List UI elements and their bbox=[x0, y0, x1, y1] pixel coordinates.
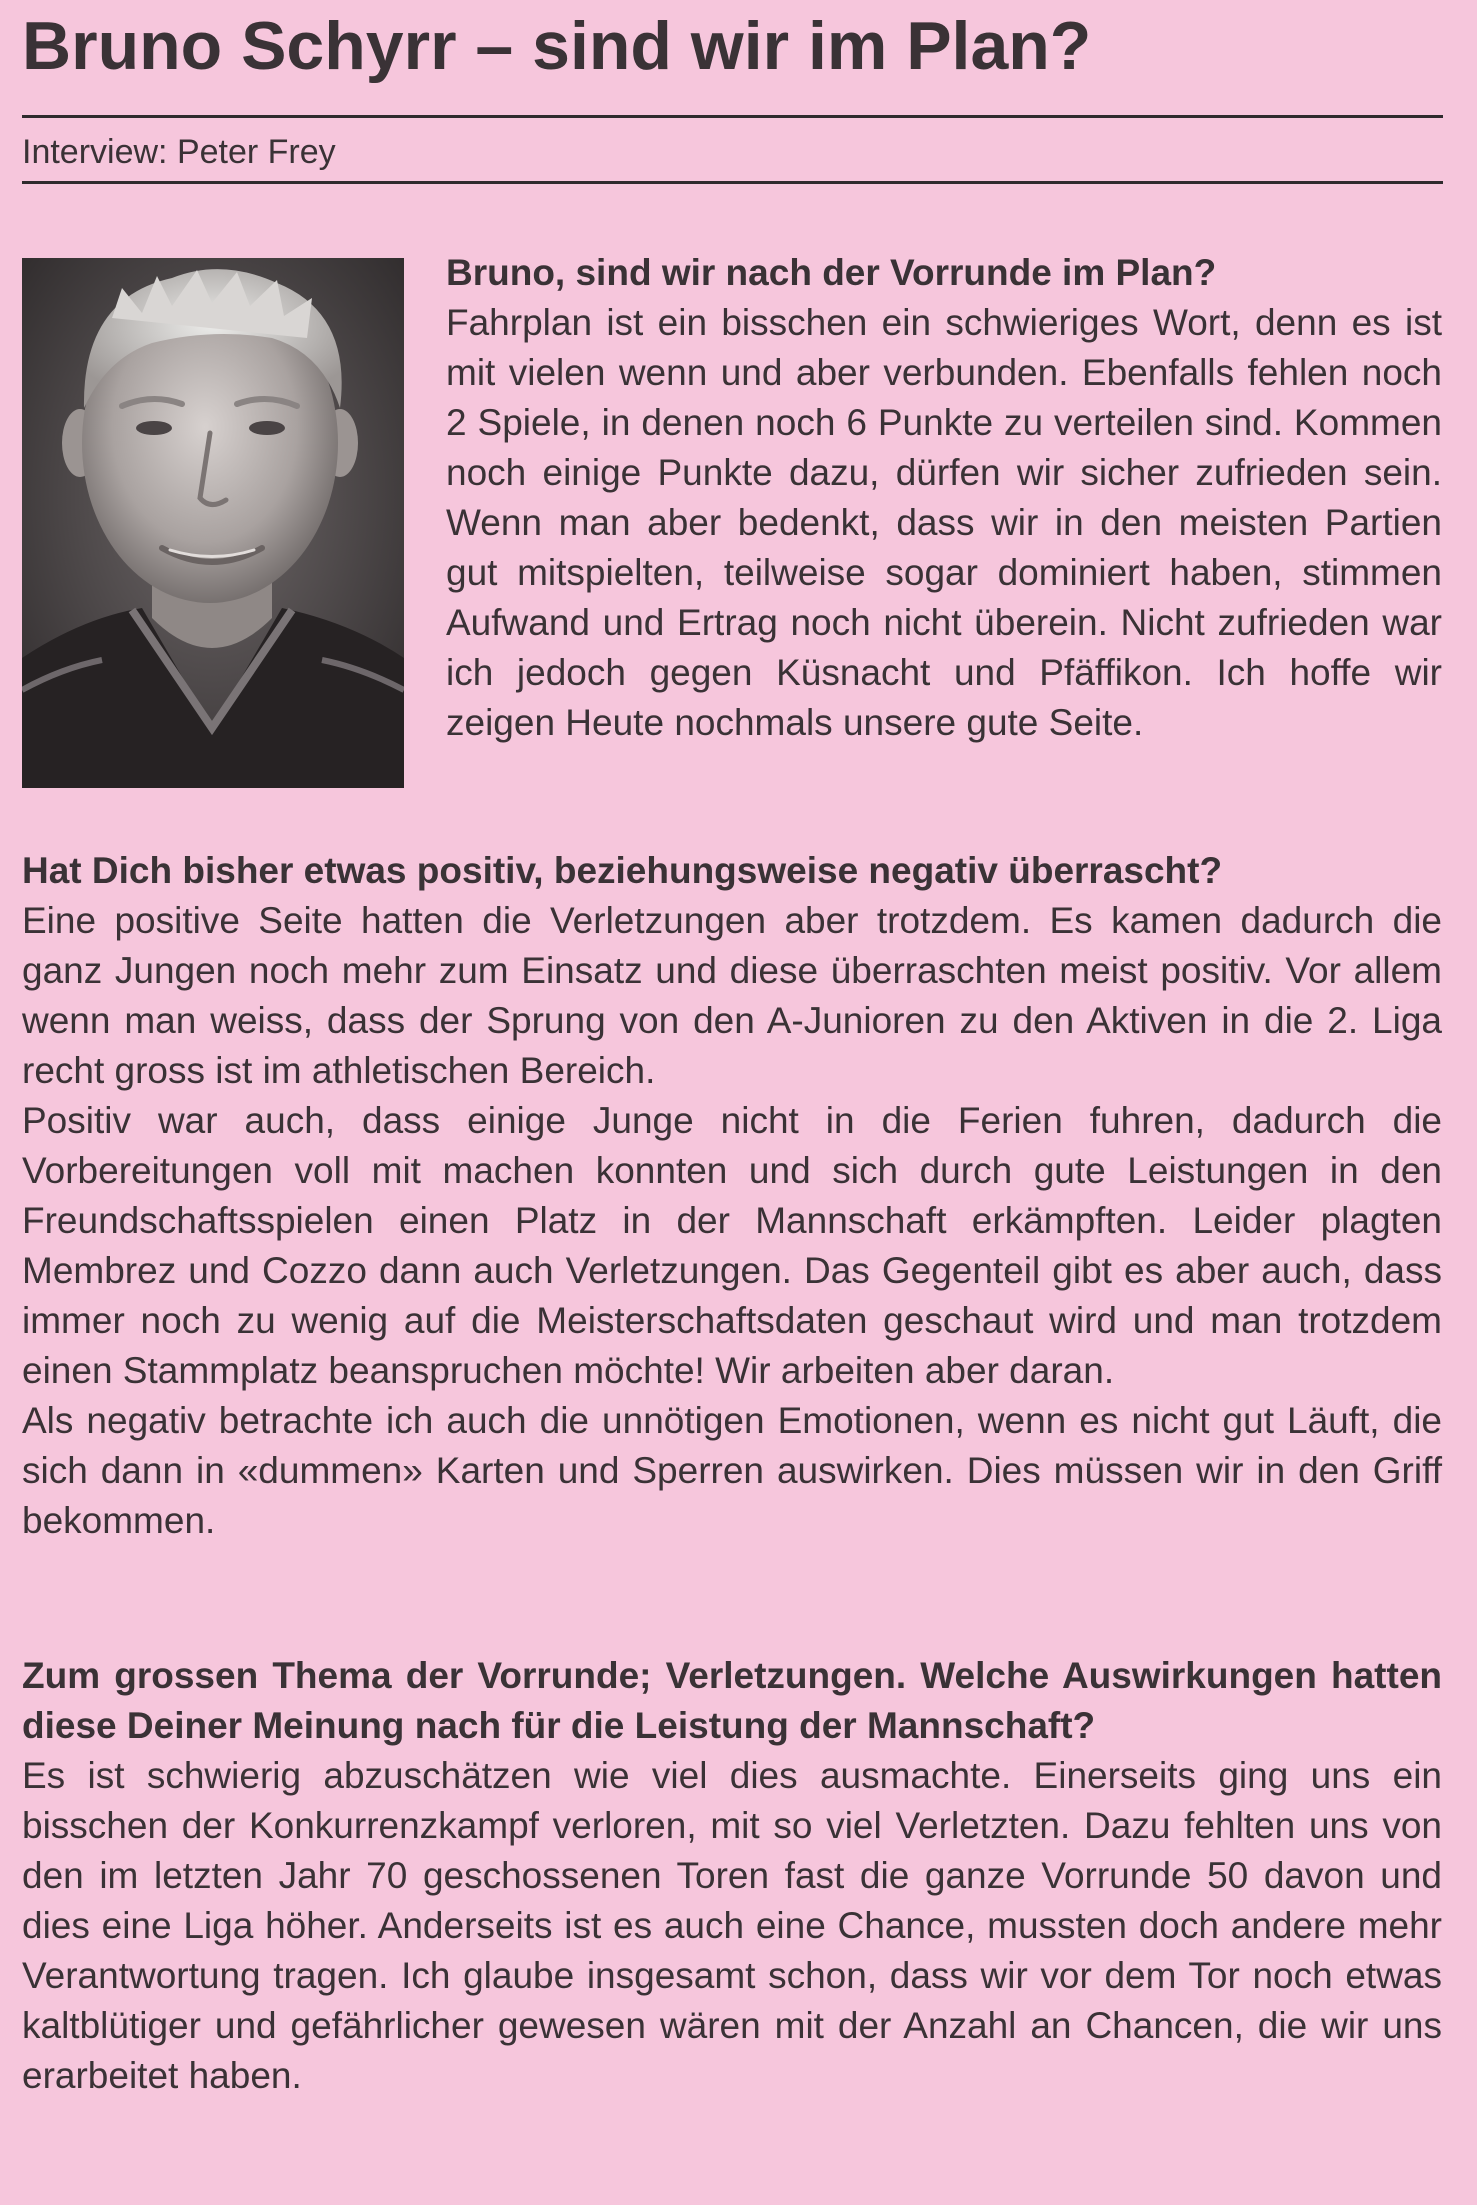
article-byline: Interview: Peter Frey bbox=[22, 133, 336, 171]
answer-2-paragraph-2: Positiv war auch, dass einige Junge nicht in die Ferien fuhren, dadurch die Vorbereitungen voll mit machen konnten und sich durch gute Leistungen in den Freundschaftsspielen einen Platz in der Mannschaft erkämpften. Leider plagten Membrez und Cozzo dann auch Verletzungen. Das Gegenteil gibt es aber auch, dass immer noch zu wenig auf die Meisterschaftsdaten geschaut wird und man trotzdem einen Stammplatz beanspruchen möchte! Wir arbeiten aber daran. bbox=[22, 1100, 1442, 1391]
question-1: Bruno, sind wir nach der Vorrunde im Plan? bbox=[446, 252, 1217, 293]
title-divider bbox=[22, 115, 1443, 118]
answer-2-paragraph-1: Eine positive Seite hatten die Verletzungen aber trotzdem. Es kamen dadurch die ganz Jungen noch mehr zum Einsatz und diese überraschten meist positiv. Vor allem wenn man weiss, dass der Sprung von den A-Junioren zu den Aktiven in die 2. Liga recht gross ist im athletischen Bereich. bbox=[22, 900, 1442, 1091]
question-3: Zum grossen Thema der Vorrunde; Verletzungen. Welche Auswirkungen hatten diese Deiner Meinung nach für die Leistung der Mannschaft? bbox=[22, 1655, 1442, 1746]
answer-1-paragraph-1: Fahrplan ist ein bisschen ein schwieriges Wort, denn es ist mit vielen wenn und aber verbunden. Ebenfalls fehlen noch 2 Spiele, in denen noch 6 Punkte zu verteilen sind. Kommen noch einige Punkte dazu, dürfen wir sicher zufrieden sein. Wenn man aber bedenkt, dass wir in den meisten Partien gut mitspielten, teilweise sogar dominiert haben, stimmen Aufwand und Ertrag noch nicht überein. Nicht zufrieden war ich jedoch gegen Küsnacht und Pfäffikon. Ich hoffe wir zeigen Heute nochmals unsere gute Seite. bbox=[446, 302, 1442, 743]
qa-block-2 bbox=[22, 846, 1442, 1546]
portrait-photo bbox=[22, 258, 404, 788]
answer-2-paragraph-3: Als negativ betrachte ich auch die unnötigen Emotionen, wenn es nicht gut Läuft, die sich dann in «dummen» Karten und Sperren auswirken. Dies müssen wir in den Griff bekommen. bbox=[22, 1400, 1442, 1541]
portrait-image bbox=[22, 258, 404, 788]
article-title: Bruno Schyrr – sind wir im Plan? bbox=[22, 8, 1092, 84]
byline-divider bbox=[22, 181, 1443, 184]
answer-3-paragraph-1: Es ist schwierig abzuschätzen wie viel dies ausmachte. Einerseits ging uns ein bisschen der Konkurrenzkampf verloren, mit so viel Verletzten. Dazu fehlten uns von den im letzten Jahr 70 geschossenen Toren fast die ganze Vorrunde 50 davon und dies eine Liga höher. Anderseits ist es auch eine Chance, mussten doch andere mehr Verantwortung tragen. Ich glaube insgesamt schon, dass wir vor dem Tor noch etwas kaltblütiger und gefährlicher gewesen wären mit der Anzahl an Chancen, die wir uns erarbeitet haben. bbox=[22, 1755, 1442, 2096]
qa-block-3 bbox=[22, 1651, 1442, 2101]
qa-block-1 bbox=[446, 248, 1442, 748]
question-2: Hat Dich bisher etwas positiv, beziehungsweise negativ überrascht? bbox=[22, 850, 1223, 891]
